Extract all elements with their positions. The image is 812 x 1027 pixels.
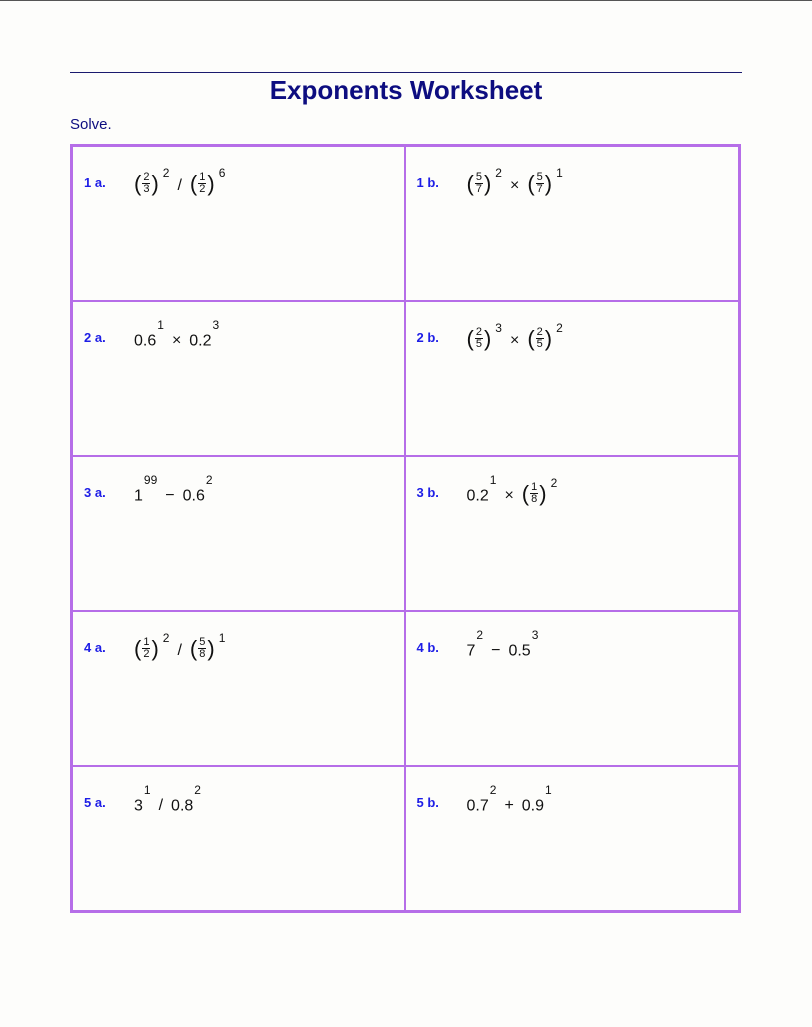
problem-label: 1 a. xyxy=(84,175,106,190)
term-base: 0.6 xyxy=(134,332,157,349)
term-exponent: 2 xyxy=(495,166,502,180)
denominator: 3 xyxy=(143,183,150,195)
problem-expression xyxy=(467,316,563,350)
denominator: 2 xyxy=(199,183,206,195)
fraction xyxy=(530,482,538,505)
numerator: 1 xyxy=(143,636,150,648)
fraction-power-term xyxy=(527,321,563,351)
problem-cell xyxy=(73,302,406,457)
fraction-power-term xyxy=(466,166,502,196)
fraction-power-term xyxy=(466,321,502,351)
operator: / xyxy=(177,177,182,194)
problem-expression xyxy=(134,316,219,350)
term-base: 0.2 xyxy=(189,332,212,349)
denominator: 2 xyxy=(143,648,150,660)
term-exponent: 3 xyxy=(212,317,220,332)
problem-cell xyxy=(406,457,739,612)
problem-expression xyxy=(134,781,201,815)
problem-label: 3 b. xyxy=(416,485,439,500)
fraction-power-term xyxy=(527,166,563,196)
operator: × xyxy=(509,177,520,194)
problem-label: 2 a. xyxy=(84,330,106,345)
power-term xyxy=(466,472,497,505)
problem-label: 4 a. xyxy=(84,640,106,655)
problem-expression xyxy=(467,626,539,660)
term-exponent: 3 xyxy=(531,627,539,642)
right-paren: ) xyxy=(151,635,159,661)
denominator: 8 xyxy=(531,493,538,505)
term-exponent: 2 xyxy=(162,631,170,645)
problem-cell xyxy=(73,147,406,302)
term-base: 7 xyxy=(466,642,476,659)
problem-label: 5 a. xyxy=(84,795,106,810)
numerator: 2 xyxy=(475,326,482,338)
problem-cell xyxy=(73,457,406,612)
problem-expression xyxy=(134,471,213,505)
fraction-power-term xyxy=(189,631,226,661)
operator: × xyxy=(171,332,182,349)
fraction xyxy=(536,172,544,195)
operator: × xyxy=(504,487,514,504)
numerator: 1 xyxy=(199,171,206,183)
left-paren: ( xyxy=(189,635,198,661)
fraction xyxy=(198,637,206,660)
problem-cell xyxy=(73,612,406,767)
problem-label: 3 a. xyxy=(84,485,106,500)
right-paren: ) xyxy=(539,480,547,506)
right-paren: ) xyxy=(207,170,215,196)
term-exponent: 6 xyxy=(218,166,226,180)
term-base: 0.8 xyxy=(171,797,194,814)
problem-cell xyxy=(73,767,406,910)
term-exponent: 2 xyxy=(489,782,497,797)
left-paren: ( xyxy=(134,635,142,661)
left-paren: ( xyxy=(466,325,474,351)
numerator: 5 xyxy=(536,171,543,183)
problem-label: 1 b. xyxy=(416,175,439,190)
operator: + xyxy=(504,797,514,814)
fraction-power-term xyxy=(521,476,558,506)
term-base: 0.2 xyxy=(466,487,489,504)
problem-expression xyxy=(134,626,225,660)
left-paren: ( xyxy=(466,170,474,196)
power-term xyxy=(134,782,151,815)
problem-label: 2 b. xyxy=(416,330,439,345)
right-paren: ) xyxy=(151,170,159,196)
operator: − xyxy=(165,487,175,504)
left-paren: ( xyxy=(134,170,142,196)
term-exponent: 2 xyxy=(205,472,213,487)
term-base: 1 xyxy=(134,487,143,504)
problem-expression xyxy=(134,161,225,195)
term-exponent: 2 xyxy=(162,166,170,180)
numerator: 5 xyxy=(475,171,482,183)
term-exponent: 3 xyxy=(495,321,502,335)
term-exponent: 1 xyxy=(489,472,497,487)
operator: − xyxy=(491,642,501,659)
power-term xyxy=(182,472,213,505)
operator: / xyxy=(158,797,164,814)
problem-label: 5 b. xyxy=(416,795,439,810)
power-term xyxy=(189,317,220,350)
fraction xyxy=(142,637,150,660)
denominator: 7 xyxy=(475,183,482,195)
term-exponent: 1 xyxy=(545,782,552,797)
denominator: 5 xyxy=(475,338,482,350)
term-exponent: 1 xyxy=(218,631,226,645)
fraction-power-term xyxy=(134,166,170,196)
fraction xyxy=(475,172,483,195)
left-paren: ( xyxy=(527,170,535,196)
power-term xyxy=(134,317,164,350)
term-base: 0.9 xyxy=(521,797,545,814)
operator: × xyxy=(509,332,520,349)
left-paren: ( xyxy=(521,480,530,506)
page-top-border xyxy=(0,0,812,1)
power-term xyxy=(134,472,158,505)
term-base: 3 xyxy=(134,797,143,814)
problem-grid xyxy=(70,144,741,913)
power-term xyxy=(521,782,552,815)
term-exponent: 2 xyxy=(556,321,563,335)
problem-expression xyxy=(467,781,552,815)
term-exponent: 2 xyxy=(476,627,484,642)
left-paren: ( xyxy=(527,325,535,351)
term-exponent: 1 xyxy=(157,317,164,332)
problem-cell xyxy=(406,767,739,910)
problem-label: 4 b. xyxy=(416,640,439,655)
instructions: Solve. xyxy=(70,116,112,133)
operator: / xyxy=(177,642,182,659)
right-paren: ) xyxy=(207,635,215,661)
term-base: 0.5 xyxy=(508,642,531,659)
term-exponent: 2 xyxy=(194,782,201,797)
term-base: 0.7 xyxy=(466,797,489,814)
right-paren: ) xyxy=(483,170,492,196)
term-exponent: 2 xyxy=(550,476,558,490)
problem-expression xyxy=(467,471,558,505)
power-term xyxy=(466,627,484,660)
title-rule xyxy=(70,72,742,73)
term-exponent: 99 xyxy=(143,472,158,487)
fraction xyxy=(536,327,544,350)
left-paren: ( xyxy=(189,170,198,196)
term-exponent: 1 xyxy=(556,166,563,180)
numerator: 2 xyxy=(143,171,150,183)
term-exponent: 1 xyxy=(143,782,151,797)
term-base: 0.6 xyxy=(182,487,205,504)
page-title: Exponents Worksheet xyxy=(269,75,543,105)
right-paren: ) xyxy=(544,325,553,351)
fraction-power-term xyxy=(134,631,170,661)
fraction xyxy=(475,327,483,350)
power-term xyxy=(171,782,201,815)
fraction-power-term xyxy=(189,166,226,196)
power-term xyxy=(508,627,539,660)
problem-cell xyxy=(406,147,739,302)
problem-expression xyxy=(467,161,563,195)
denominator: 7 xyxy=(536,183,543,195)
fraction xyxy=(142,172,150,195)
denominator: 5 xyxy=(536,338,543,350)
fraction xyxy=(198,172,206,195)
numerator: 2 xyxy=(536,326,543,338)
denominator: 8 xyxy=(199,648,206,660)
problem-cell xyxy=(406,302,739,457)
problem-cell xyxy=(406,612,739,767)
numerator: 5 xyxy=(199,636,206,648)
power-term xyxy=(466,782,497,815)
right-paren: ) xyxy=(483,325,492,351)
numerator: 1 xyxy=(531,481,538,493)
right-paren: ) xyxy=(544,170,553,196)
